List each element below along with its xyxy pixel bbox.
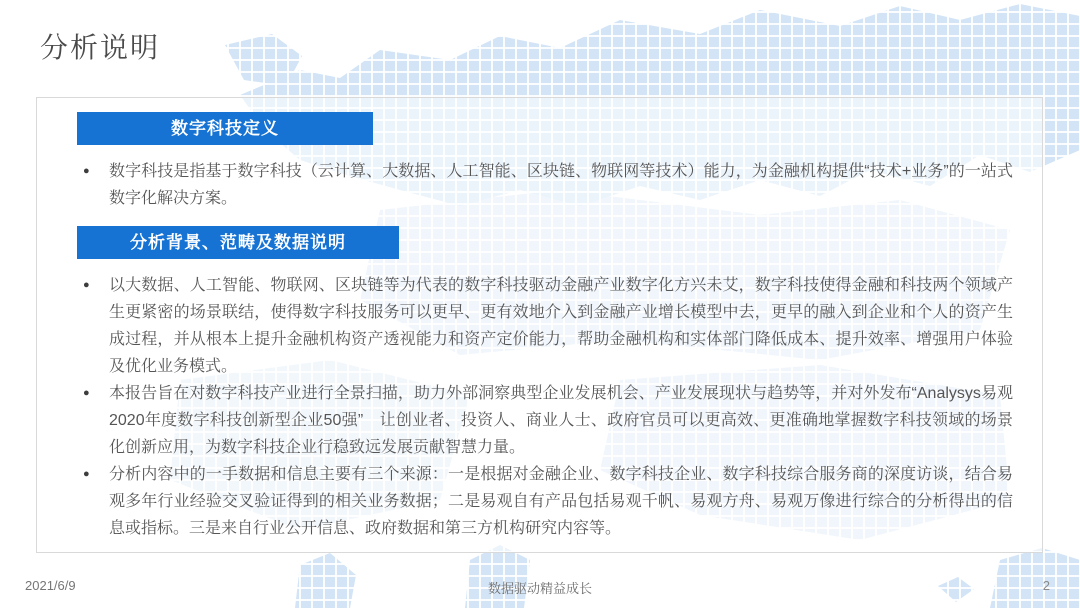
footer-page-number: 2: [1042, 578, 1050, 593]
bullet-icon: ●: [83, 165, 90, 177]
bullet-icon: ●: [83, 387, 90, 399]
footer-date: 2021/6/9: [25, 578, 76, 593]
bullet-text: 数字科技是指基于数字科技（云计算、大数据、人工智能、区块链、物联网等技术）能力，为金融机构提供“技术+业务”的一站式数字化解决方案。: [109, 163, 1013, 207]
bullet-text: 以大数据、人工智能、物联网、区块链等为代表的数字科技驱动金融产业数字化方兴未艾，数字科技使得金融和科技两个领域产生更紧密的场景联结，使得数字科技服务可以更早、更有效地介入到金融产业增长模型中去，更早的融入到企业和个人的资产生成过程，并从根本上提升金融机构资产透视能力和资产定价能力，帮助金融机构和实体部门降低成本、提升效率、增强用户体验及优化业务模式。: [109, 277, 1013, 375]
list-item: [81, 461, 1013, 542]
page-title: 分析说明: [40, 32, 161, 63]
bullet-icon: ●: [83, 279, 90, 291]
list-item: [81, 380, 1013, 461]
section-header-background: 分析背景、范畴及数据说明: [77, 226, 399, 259]
bullet-icon: ●: [83, 468, 90, 480]
definition-list: [77, 158, 1013, 212]
content-card: [36, 97, 1043, 553]
bullet-text: 分析内容中的一手数据和信息主要有三个来源：一是根据对金融企业、数字科技企业、数字科技综合服务商的深度访谈，结合易观多年行业经验交叉验证得到的相关业务数据；二是易观自有产品包括易观千帆、易观方舟、易观万像进行综合的分析得出的信息或指标。三是来自行业公开信息、政府数据和第三方机构研究内容等。: [109, 466, 1013, 537]
list-item: [81, 158, 1013, 212]
bullet-text: 本报告旨在对数字科技产业进行全景扫描，助力外部洞察典型企业发展机会、产业发展现状与趋势等，并对外发布“Analysys易观2020年度数字科技创新型企业50强” 让创业者、投资人、商业人士、政府官员可以更高效、更准确地掌握数字科技领域的场景化创新应用，为数字科技企业行稳致远发展贡献智慧力量。: [109, 385, 1013, 456]
section-header-definition: 数字科技定义: [77, 112, 373, 145]
list-item: [81, 272, 1013, 380]
footer: [0, 578, 1080, 596]
footer-slogan: 数据驱动精益成长: [487, 581, 593, 596]
background-list: [77, 272, 1013, 542]
